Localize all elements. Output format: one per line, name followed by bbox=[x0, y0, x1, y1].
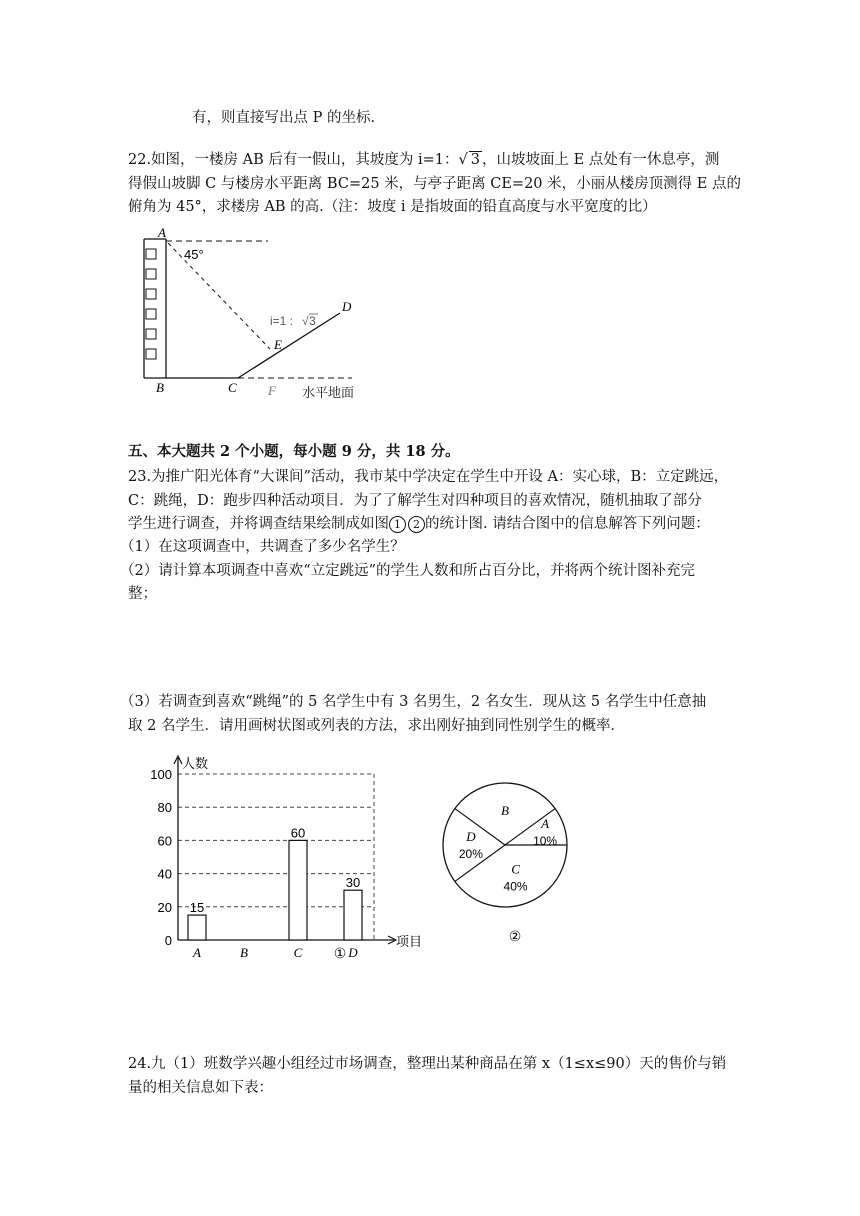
q22-line1-b: ，山坡坡面上 E 点处有一休息亭，测 bbox=[482, 152, 720, 168]
sqrt-sign: √ bbox=[458, 152, 468, 168]
slope-ratio-prefix: i=1 : bbox=[270, 314, 294, 328]
label-E: E bbox=[274, 337, 282, 352]
q24-line2: 量的相关信息如下表： bbox=[128, 1080, 273, 1096]
label-F: F bbox=[268, 383, 276, 398]
slope-ratio-radicand: 3 bbox=[309, 314, 316, 328]
bar-chart-caption: ① bbox=[333, 945, 347, 961]
x-axis-label: 项目 bbox=[396, 934, 423, 949]
q22-line1 bbox=[128, 150, 719, 170]
angle-label: 45° bbox=[184, 247, 204, 262]
x-tick-label: B bbox=[240, 945, 248, 960]
q23-part3-line2: 取 2 名学生．请用画树状图或列表的方法，求出刚好抽到同性别学生的概率． bbox=[128, 718, 625, 734]
circled-2: 2 bbox=[408, 516, 425, 533]
q23-line3-b: 的统计图. 请结合图中的信息解答下列问题： bbox=[425, 516, 710, 532]
slope-sqrt-sign: √ bbox=[302, 314, 309, 328]
q23-line3-a: 学生进行调查，并将调查结果绘制成如图 bbox=[128, 516, 389, 532]
q23-part2-line1: （2）请计算本项调查中喜欢“立定跳远”的学生人数和所占百分比，并将两个统计图补充完 bbox=[120, 563, 696, 579]
pie-percent-D: 20% bbox=[458, 847, 483, 861]
q22-line3: 俯角为 45°，求楼房 AB 的高.（注：坡度 i 是指坡面的铅直高度与水平宽度的比） bbox=[128, 199, 657, 215]
label-A: A bbox=[158, 225, 166, 240]
q23-part2-line2: 整； bbox=[128, 586, 157, 602]
q22-line1-a: 22.如图，一楼房 AB 后有一假山，其坡度为 i=1： bbox=[128, 152, 459, 168]
q23-part3-line1: （3）若调查到喜欢“跳绳”的 5 名学生中有 3 名男生，2 名女生．现从这 5 名学生中任意抽 bbox=[120, 694, 707, 710]
pie-chart bbox=[440, 775, 590, 950]
bar-D bbox=[344, 890, 362, 940]
q23-part1: （1）在这项调查中，共调查了多少名学生？ bbox=[120, 539, 405, 555]
building-slope-figure bbox=[130, 225, 380, 405]
bar-chart bbox=[140, 752, 423, 967]
pie-label-A: A bbox=[541, 815, 550, 831]
pie-percent-C: 40% bbox=[503, 879, 528, 894]
y-tick-label: 20 bbox=[157, 899, 172, 915]
pie-label-D: D bbox=[466, 829, 476, 844]
label-B: B bbox=[156, 380, 164, 395]
bar-value-label: 60 bbox=[290, 825, 306, 841]
circled-1: 1 bbox=[389, 516, 406, 533]
q24-line1: 24.九（1）班数学兴趣小组经过市场调查，整理出某种商品在第 x（1≤x≤90）天的售价与销 bbox=[128, 1056, 727, 1072]
section5-heading: 五、本大题共 2 个小题，每小题 9 分，共 18 分。 bbox=[128, 443, 460, 460]
sqrt-radicand: 3 bbox=[470, 152, 481, 168]
label-C: C bbox=[228, 380, 237, 395]
q21-tail: 有，则直接写出点 P 的坐标. bbox=[192, 110, 376, 126]
pie-chart-caption: ② bbox=[508, 928, 522, 944]
q22-line2: 得假山坡脚 C 与楼房水平距离 BC=25 米，与亭子距离 CE=20 米，小丽从楼房顶测得 E 点的 bbox=[128, 176, 741, 192]
pie-percent-A: 10% bbox=[533, 833, 558, 848]
x-tick-label: D bbox=[348, 945, 358, 960]
y-tick-label: 80 bbox=[157, 800, 172, 816]
y-tick-label: 60 bbox=[157, 833, 172, 849]
bar-C bbox=[289, 840, 307, 940]
q23-line2: C：跳绳，D：跑步四种活动项目．为了了解学生对四种项目的喜欢情况，随机抽取了部分 bbox=[128, 493, 702, 509]
ground-label: 水平地面 bbox=[302, 385, 355, 400]
x-tick-label: C bbox=[293, 945, 303, 960]
y-axis-label: 人数 bbox=[182, 756, 209, 771]
y-tick-label: 40 bbox=[157, 866, 172, 882]
y-tick-label: 100 bbox=[150, 767, 172, 782]
q23-line1: 23.为推广阳光体育“大课间”活动，我市某中学决定在学生中开设 A：实心球，B：立定跳远， bbox=[128, 469, 729, 485]
building-windows bbox=[146, 249, 156, 359]
x-tick-label: A bbox=[193, 945, 201, 960]
bar-value-label: 15 bbox=[189, 900, 205, 916]
q23-line3 bbox=[128, 514, 710, 534]
bar-A bbox=[188, 915, 206, 940]
bar-value-label: 30 bbox=[345, 875, 361, 891]
label-D: D bbox=[342, 299, 352, 314]
pie-label-B: B bbox=[501, 802, 509, 818]
pie-label-C: C bbox=[511, 861, 520, 877]
y-tick-label: 0 bbox=[164, 933, 172, 948]
